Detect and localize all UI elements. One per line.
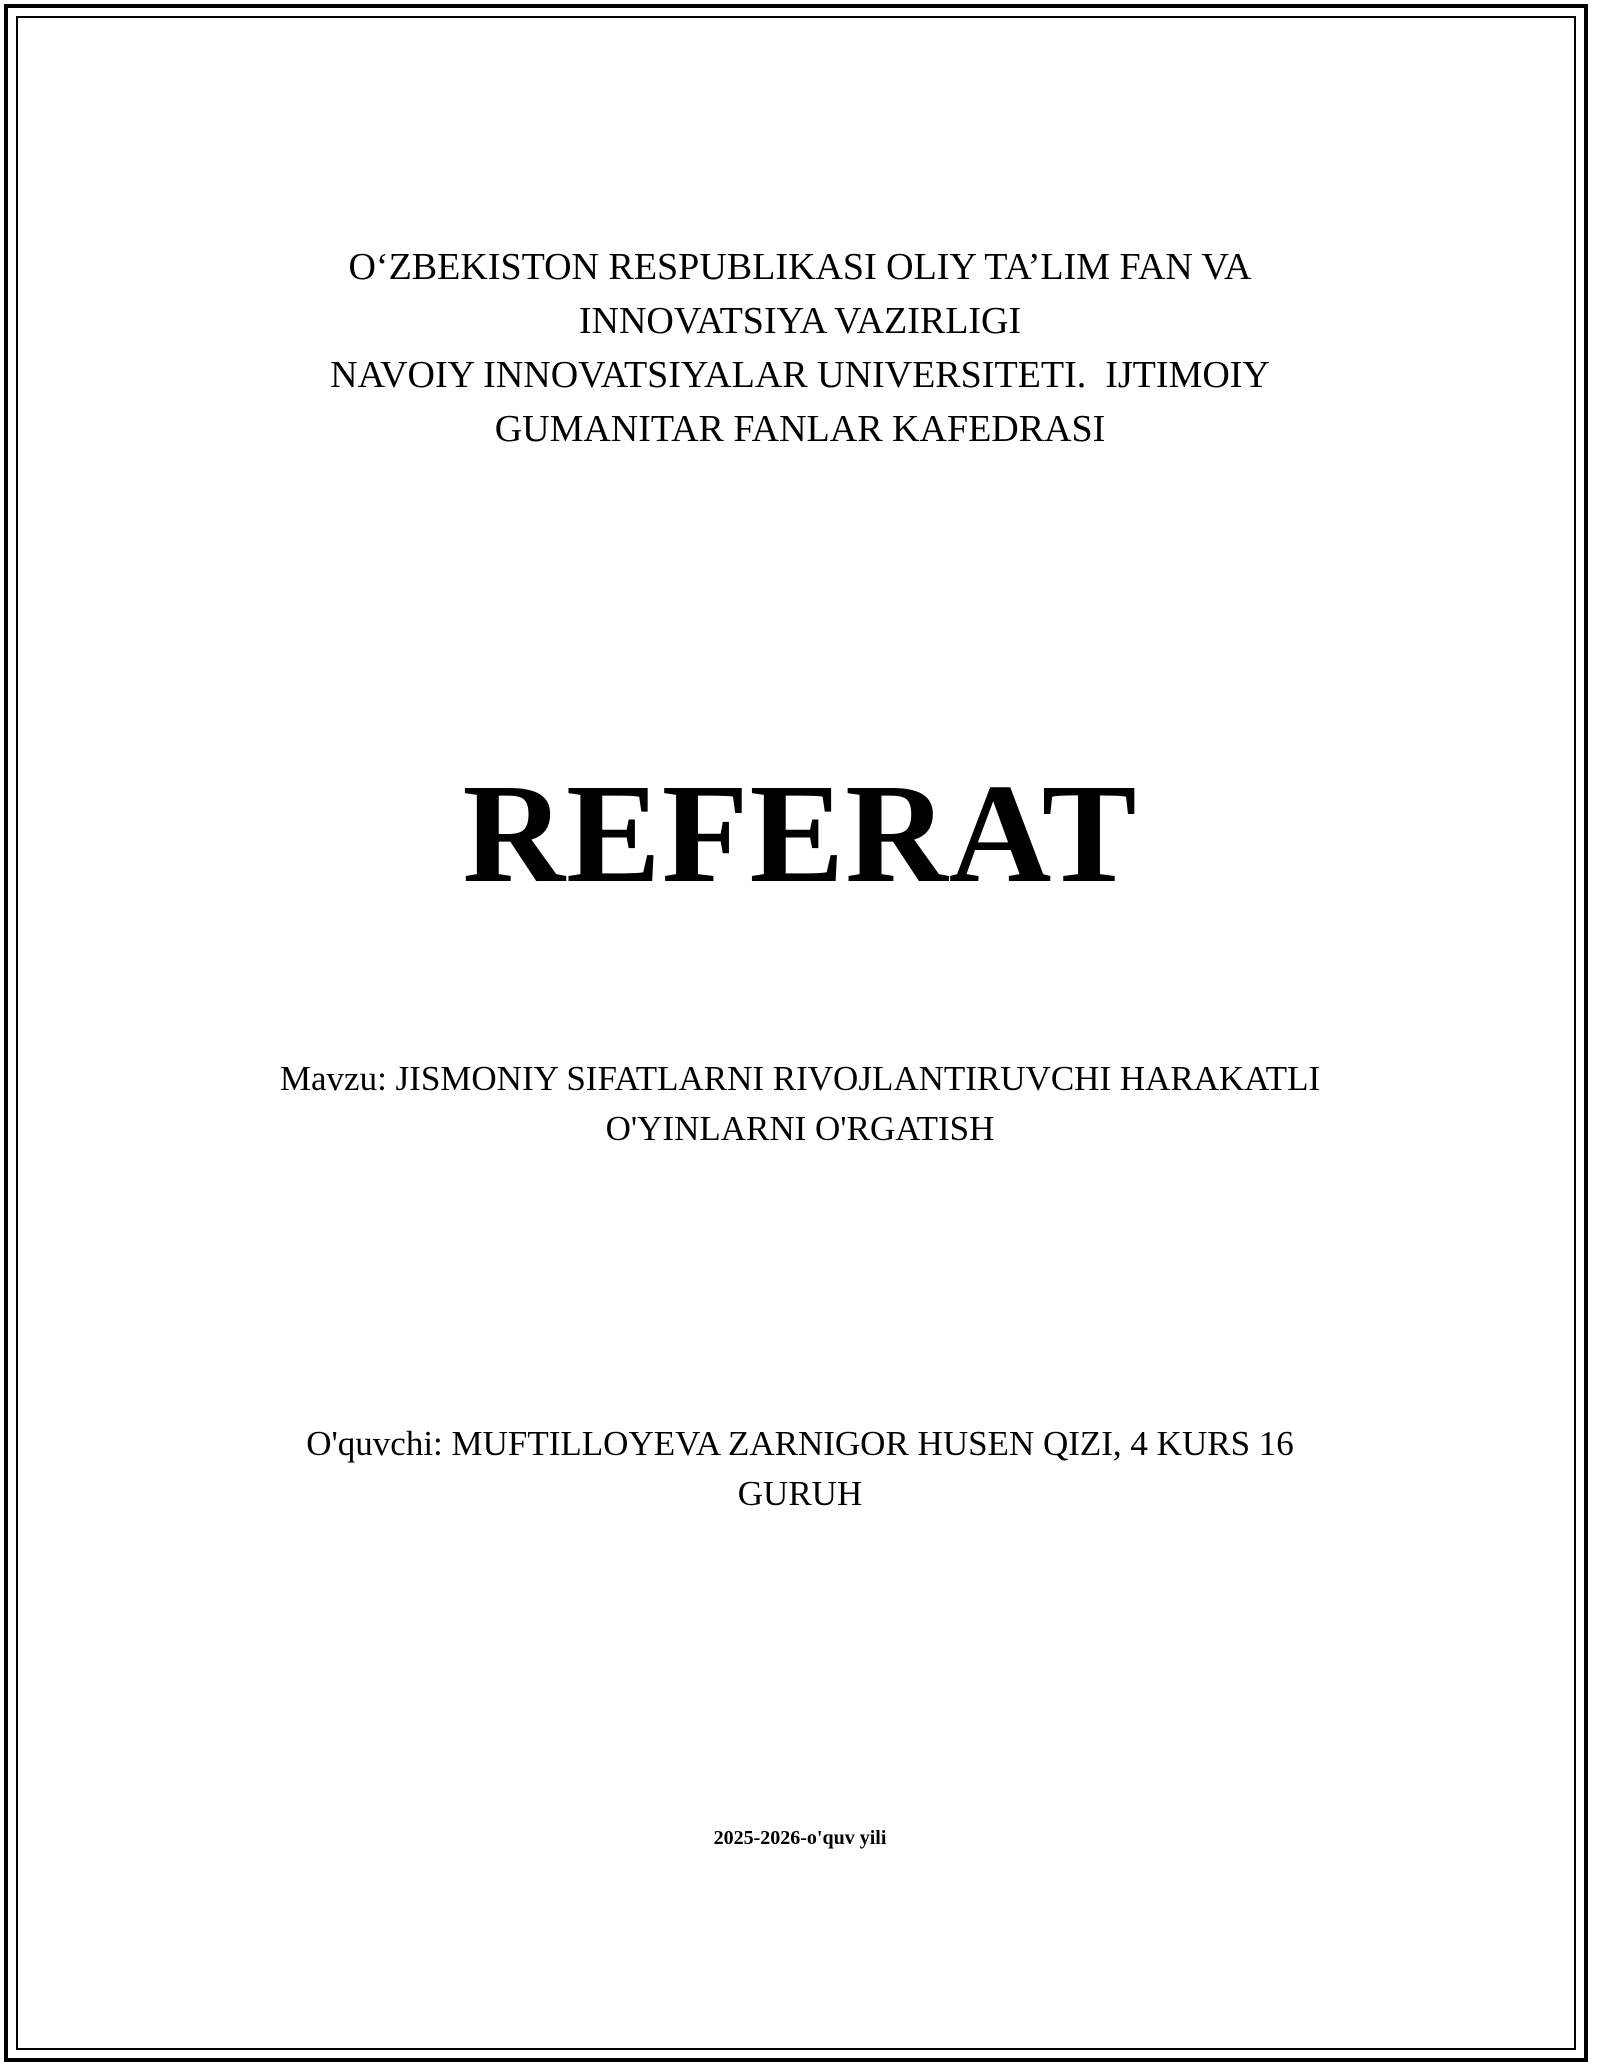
institution-header bbox=[0, 240, 1600, 456]
topic-block bbox=[0, 1054, 1600, 1154]
topic-line-1: Mavzu: JISMONIY SIFATLARNI RIVOJLANTIRUVCHI HARAKATLI bbox=[279, 1059, 1321, 1098]
header-line-ministry-1: O‘ZBEKISTON RESPUBLIKASI OLIY TA’LIM FAN VA bbox=[348, 246, 1252, 288]
header-line-university: NAVOIY INNOVATSIYALAR UNIVERSITETI. IJTIMOIY bbox=[330, 354, 1270, 396]
student-line-1: O'quvchi: MUFTILLOYEVA ZARNIGOR HUSEN QIZI, 4 KURS 16 bbox=[306, 1424, 1294, 1463]
topic-line-2: O'YINLARNI O'RGATISH bbox=[605, 1109, 995, 1148]
student-line-2: GURUH bbox=[737, 1474, 863, 1513]
document-title: REFERAT bbox=[462, 754, 1138, 912]
academic-year: 2025-2026-o'quv yili bbox=[713, 1827, 887, 1849]
header-line-ministry-2: INNOVATSIYA VAZIRLIGI bbox=[578, 300, 1022, 342]
header-line-department: GUMANITAR FANLAR KAFEDRASI bbox=[494, 408, 1106, 450]
student-block bbox=[0, 1419, 1600, 1519]
